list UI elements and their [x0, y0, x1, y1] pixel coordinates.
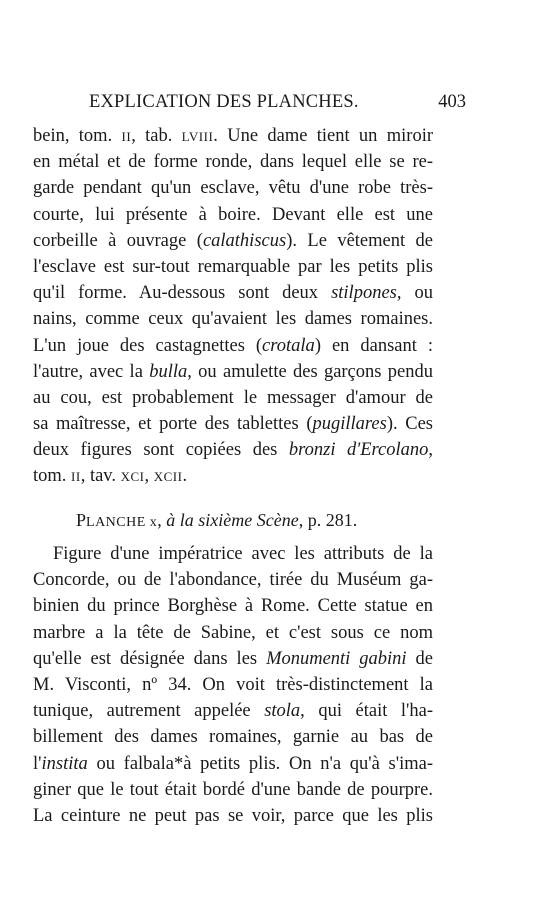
text-line: l'autre, avec la bulla, ou amulette des garçons pendu	[33, 361, 433, 382]
text-line: courte, lui présente à boire. Devant elle est une	[33, 204, 433, 225]
text-line: Concorde, ou de l'abondance, tirée du Muséum ga-	[33, 570, 433, 591]
text-line: billement des dames romaines, garnie au bas de	[33, 727, 433, 748]
text-line: garde pendant qu'un esclave, vêtu d'une robe très-	[33, 178, 433, 199]
text-line: corbeille à ouvrage (calathiscus). Le vêtement de	[33, 230, 434, 251]
page-number: 403	[438, 92, 466, 112]
text-line: M. Visconti, nº 34. On voit très-distinctement la	[33, 674, 433, 695]
text-line: bein, tom. II, tab. LVIII. Une dame tient un miroir	[33, 126, 433, 146]
text-line: L'un joue des castagnettes (crotala) en dansant :	[33, 335, 433, 356]
text-line: La ceinture ne peut pas se voir, parce que les plis	[33, 805, 433, 826]
text-line: tom. II, tav. XCI, XCII.	[33, 466, 188, 487]
text-line: marbre a la tête de Sabine, et c'est sous ce nom	[33, 622, 433, 643]
text-line: nains, comme ceux qu'avaient les dames romaines.	[33, 309, 433, 330]
text-line: qu'elle est désignée dans les Monumenti gabini de	[33, 648, 433, 669]
text-line: Figure d'une impératrice avec les attributs de la	[53, 544, 433, 564]
text-line: l'instita ou falbala*à petits plis. On n'a qu'à s'ima-	[33, 753, 433, 774]
text-line: binien du prince Borghèse à Rome. Cette statue en	[33, 596, 433, 617]
page-header	[83, 92, 466, 122]
paragraph-plate-x-description	[33, 541, 433, 829]
text-line: tunique, autrement appelée stola, qui était l'ha-	[33, 701, 433, 722]
text-line: l'esclave est sur-tout remarquable par les petits plis	[33, 256, 433, 277]
paragraph-plate-ix-description	[33, 123, 433, 490]
text-line: deux figures sont copiées des bronzi d'Ercolano,	[33, 440, 433, 461]
section-heading-plate-x: PLANCHE x, à la sixième Scène, p. 281.	[76, 510, 358, 530]
text-line: sa maîtresse, et porte des tablettes (pugillares). Ces	[33, 414, 433, 435]
text-line: giner que le tout était bordé d'une bande de pourpre.	[33, 779, 433, 800]
footnote-mark: *	[173, 753, 184, 774]
text-line: qu'il forme. Au-dessous sont deux stilpones, ou	[33, 283, 433, 304]
running-title: EXPLICATION DES PLANCHES.	[89, 92, 359, 112]
text-line: en métal et de forme ronde, dans lequel elle se re-	[33, 152, 433, 173]
text-line: au cou, est probablement le messager d'amour de	[33, 387, 433, 408]
